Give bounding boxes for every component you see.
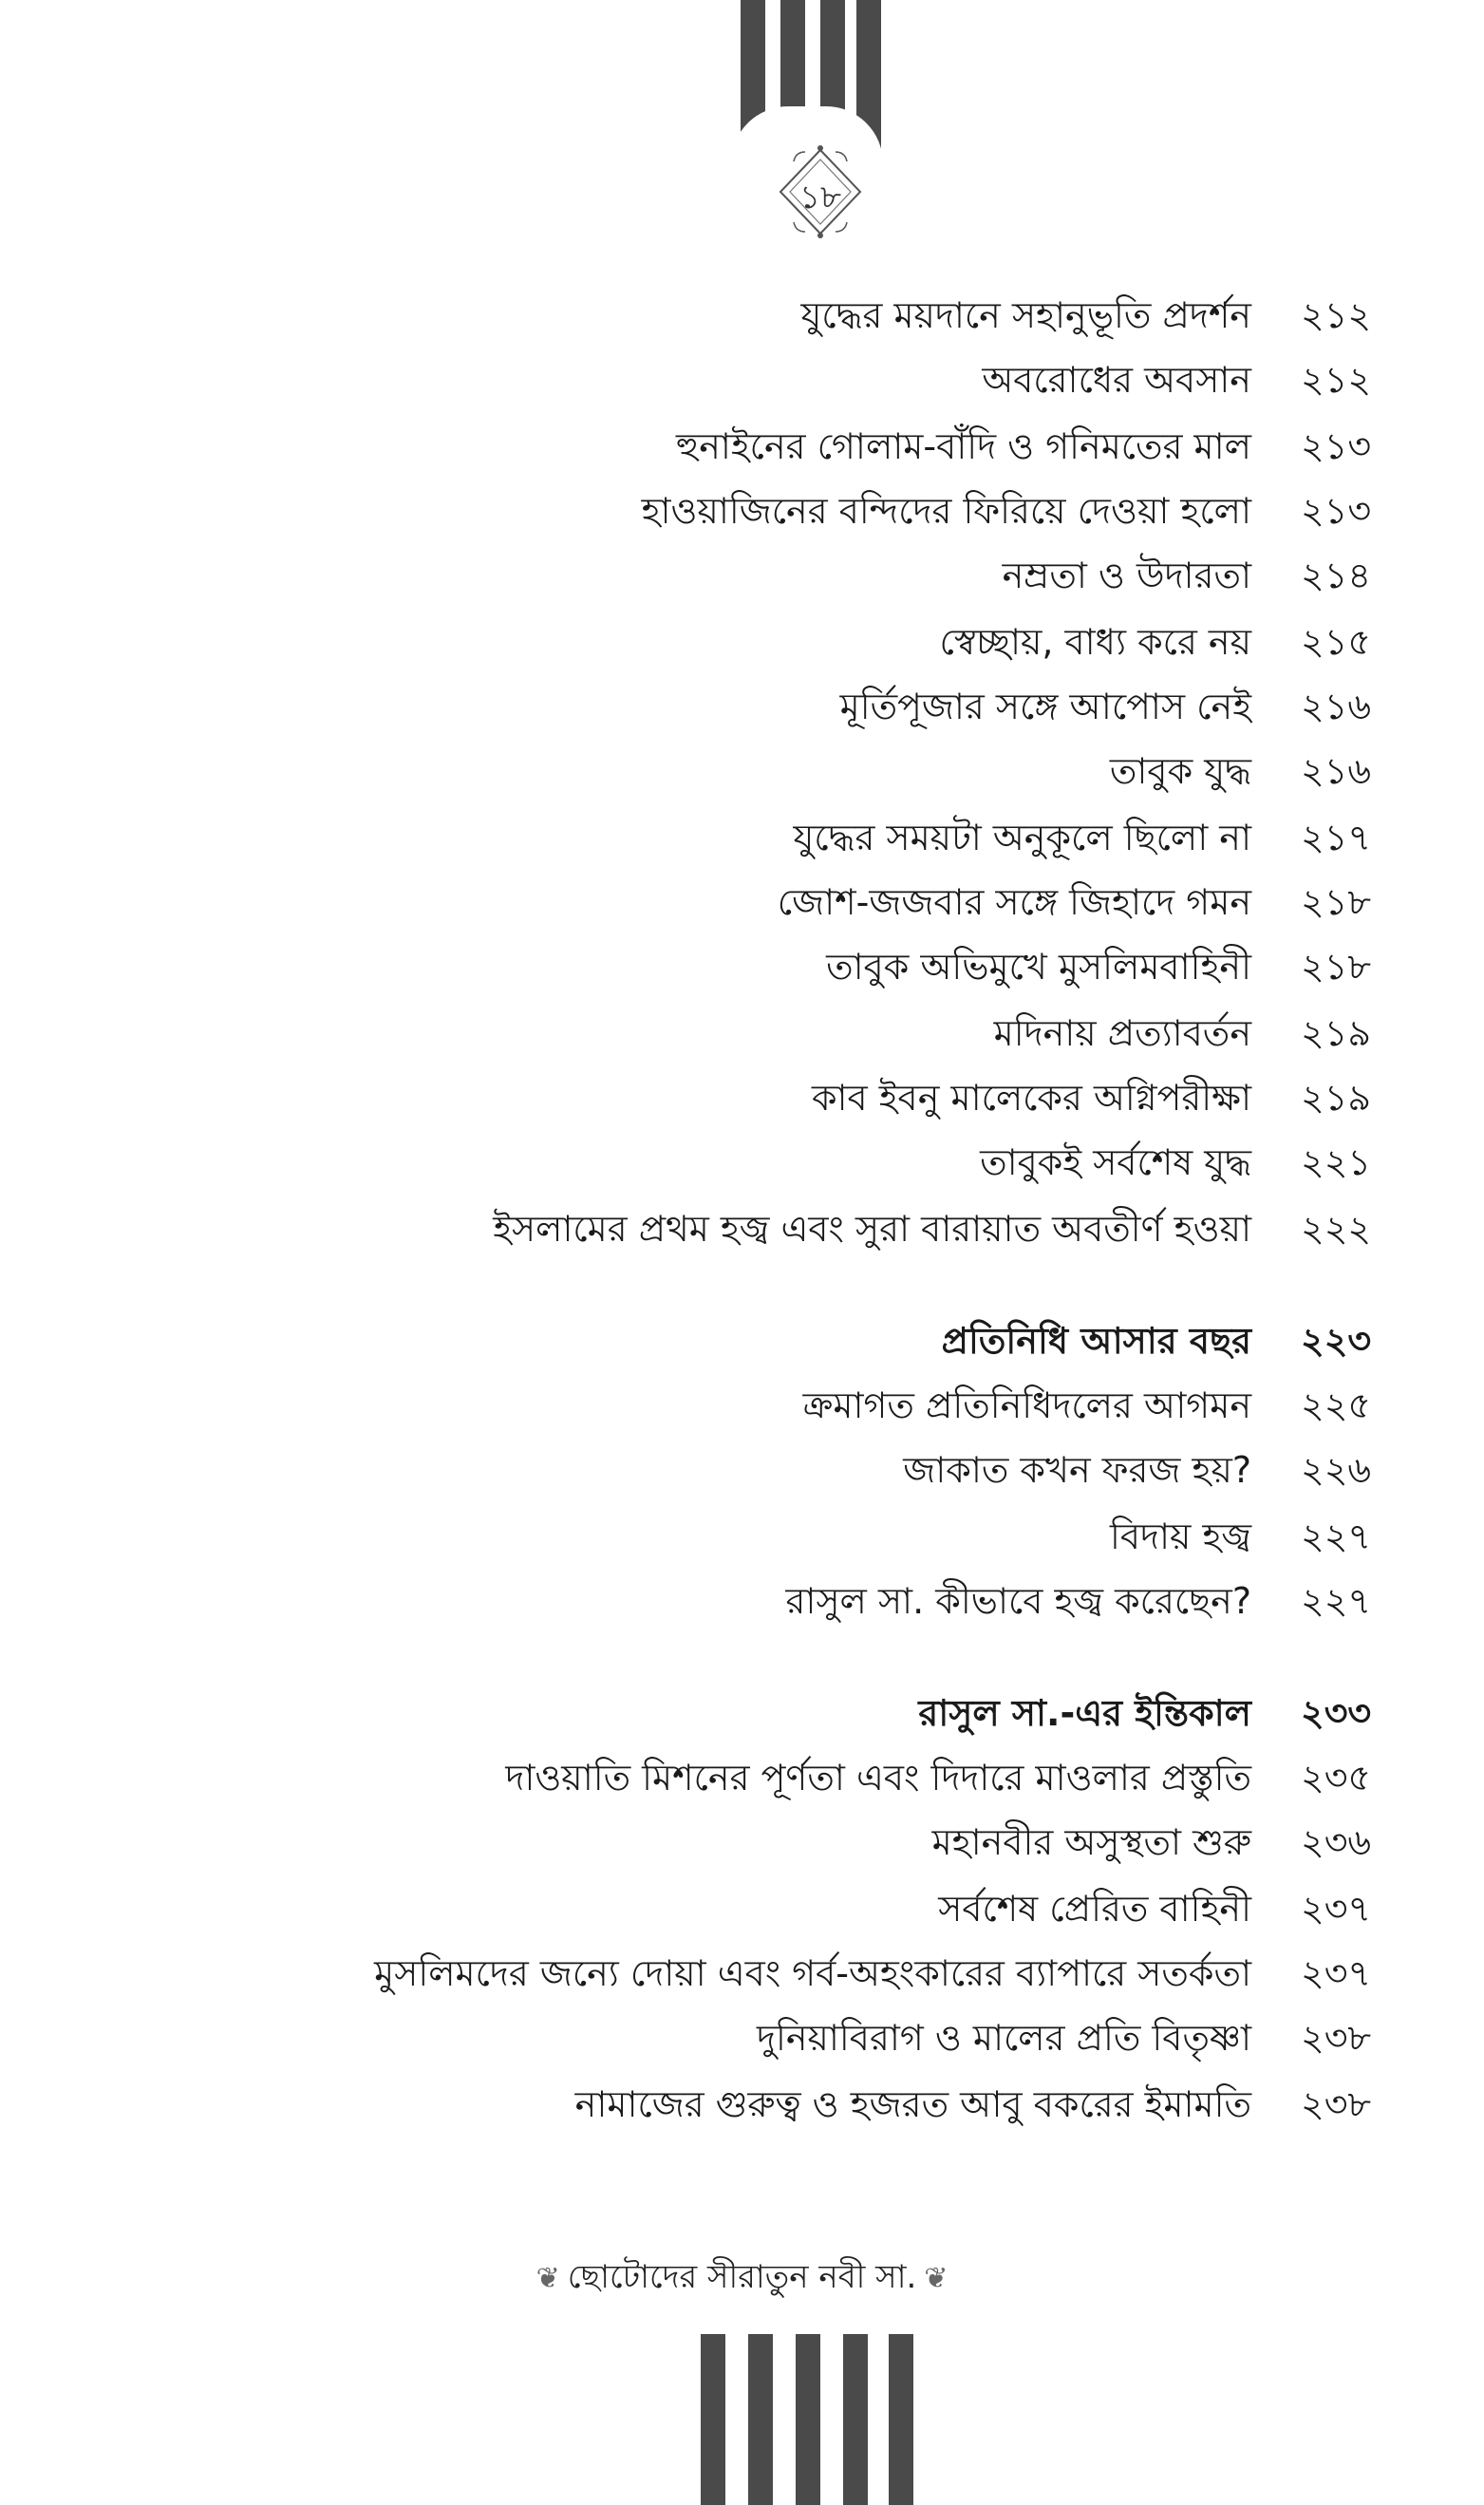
toc-entry-page: ২২৬: [1301, 1449, 1372, 1491]
toc-entry-title: যুদ্ধের সময়টা অনুকূলে ছিলো না: [793, 817, 1251, 858]
toc-entry-title: মুসলিমদের জন্যে দোয়া এবং গর্ব-অহংকারের ব্যাপারে সতর্কতা: [374, 1952, 1251, 1994]
footer-book-title: [0, 2252, 1484, 2307]
toc-entry: [0, 1200, 1484, 1257]
page-number: ১৮: [798, 179, 842, 217]
toc-entry: [0, 1005, 1484, 1062]
toc-entry-page: ২১৫: [1301, 621, 1372, 663]
toc-entry-page: ২১৪: [1301, 555, 1372, 596]
toc-entry: [0, 678, 1484, 735]
toc-entry: [0, 547, 1484, 604]
toc-entry-title: বিদায় হজ্ব: [1110, 1516, 1251, 1557]
toc-entry-title: তাবুক অভিমুখে মুসলিমবাহিনী: [826, 946, 1251, 988]
toc-entry: [0, 1880, 1484, 1937]
toc-entry: [0, 809, 1484, 866]
toc-entry: [0, 2009, 1484, 2066]
toc-entry: [0, 1814, 1484, 1871]
toc-entry-title: জোশ-জজবার সঙ্গে জিহাদে গমন: [777, 881, 1251, 923]
toc-entry-page: ২১৩: [1301, 490, 1372, 532]
toc-entry: [0, 2076, 1484, 2133]
toc-entry-title: হুনাইনের গোলাম-বাঁদি ও গনিমতের মাল: [675, 425, 1251, 467]
toc-entry-title: মদিনায় প্রত্যাবর্তন: [993, 1012, 1251, 1054]
toc-entry-page: ২১৮: [1301, 946, 1372, 988]
book-title: ছোটোদের সীরাতুন নবী সা.: [567, 2258, 917, 2296]
toc-entry-title: রাসুল সা.-এর ইন্তিকাল: [918, 1692, 1251, 1734]
toc-entry-page: ২২২: [1301, 1208, 1372, 1250]
toc-entry-title: অবরোধের অবসান: [982, 359, 1251, 401]
toc-entry-page: ২১৬: [1301, 750, 1372, 792]
toc-entry-page: ২২৭: [1301, 1580, 1372, 1622]
toc-entry-page: ২৩৮: [1301, 2083, 1372, 2125]
toc-entry-title: দাওয়াতি মিশনের পূর্ণতা এবং দিদারে মাওলার প্রস্তুতি: [505, 1757, 1251, 1799]
toc-entry-title: মূর্তিপূজার সঙ্গে আপোস নেই: [839, 686, 1251, 727]
toc-entry: [0, 1069, 1484, 1126]
toc-entry-page: ২১৯: [1301, 1012, 1372, 1054]
toc-entry: [0, 874, 1484, 931]
toc-entry: [0, 1685, 1484, 1742]
toc-entry-page: ২১৭: [1301, 817, 1372, 858]
toc-entry-title: যুদ্ধের ময়দানে সহানুভূতি প্রদর্শন: [800, 294, 1251, 336]
toc-entry-title: দুনিয়াবিরাগ ও মালের প্রতি বিতৃষ্ণা: [757, 2017, 1251, 2059]
toc-entry: [0, 1945, 1484, 2002]
flourish-right-icon: ❦: [924, 2262, 949, 2295]
toc-entry: [0, 1441, 1484, 1498]
toc-entry-page: ২১২: [1301, 359, 1372, 401]
toc-entry-title: ইসলামের প্রথম হজ্ব এবং সুরা বারায়াত অবতীর্ণ হওয়া: [493, 1208, 1251, 1250]
toc-entry: [0, 418, 1484, 475]
flourish-left-icon: ❦: [535, 2262, 560, 2295]
toc-entry-title: রাসুল সা. কীভাবে হজ্ব করেছেন?: [785, 1580, 1251, 1622]
toc-entry-page: ২১৬: [1301, 686, 1372, 727]
toc-entry-page: ২৩৭: [1301, 1888, 1372, 1930]
toc-entry: [0, 1377, 1484, 1434]
toc-entry-page: ২৩৮: [1301, 2017, 1372, 2059]
toc-entry: [0, 287, 1484, 344]
toc-entry-title: নামাজের গুরুত্ব ও হজরত আবু বকরের ইমামতি: [574, 2083, 1251, 2125]
toc-entry-page: ২১৯: [1301, 1077, 1372, 1119]
toc-entry-page: ২৩৬: [1301, 1821, 1372, 1863]
bottom-stripes-decoration: [701, 2334, 948, 2505]
toc-entry-page: ২১৮: [1301, 881, 1372, 923]
toc-entry-title: স্বেচ্ছায়, বাধ্য করে নয়: [939, 621, 1251, 663]
toc-entry-page: ২১৩: [1301, 425, 1372, 467]
toc-entry-page: ২৩৭: [1301, 1952, 1372, 1994]
toc-entry: [0, 1573, 1484, 1629]
toc-entry: [0, 1508, 1484, 1565]
toc-entry-title: প্রতিনিধি আসার বছর: [941, 1320, 1251, 1362]
toc-entry: [0, 482, 1484, 539]
toc-entry-title: তাবুক যুদ্ধ: [1109, 750, 1251, 792]
toc-entry-title: ক্রমাগত প্রতিনিধিদলের আগমন: [802, 1384, 1251, 1426]
toc-entry: [0, 613, 1484, 670]
toc-entry: [0, 938, 1484, 995]
toc-entry-page: ২২৩: [1301, 1320, 1372, 1362]
toc-entry: [0, 1134, 1484, 1191]
toc-entry: [0, 743, 1484, 800]
toc-entry-title: সর্বশেষ প্রেরিত বাহিনী: [938, 1888, 1251, 1930]
toc-entry-page: ২২১: [1301, 1141, 1372, 1183]
toc-entry-page: ২৩৫: [1301, 1757, 1372, 1799]
toc-entry: [0, 1749, 1484, 1806]
toc-entry-title: মহানবীর অসুস্থতা শুরু: [931, 1821, 1251, 1863]
toc-entry-page: ২১২: [1301, 294, 1372, 336]
toc-entry-title: হাওয়াজিনের বন্দিদের ফিরিয়ে দেওয়া হলো: [641, 490, 1251, 532]
toc-entry-title: জাকাত কখন ফরজ হয়?: [903, 1449, 1251, 1491]
toc-entry-title: কাব ইবনু মালেকের অগ্নিপরীক্ষা: [811, 1077, 1251, 1119]
toc-entry-page: ২২৭: [1301, 1516, 1372, 1557]
toc-entry: [0, 1312, 1484, 1369]
toc-entry-title: নম্রতা ও উদারতা: [1002, 555, 1251, 596]
toc-entry: [0, 351, 1484, 408]
toc-entry-page: ২৩৩: [1301, 1692, 1372, 1734]
toc-entry-title: তাবুকই সর্বশেষ যুদ্ধ: [980, 1141, 1251, 1183]
toc-entry-page: ২২৫: [1301, 1384, 1372, 1426]
